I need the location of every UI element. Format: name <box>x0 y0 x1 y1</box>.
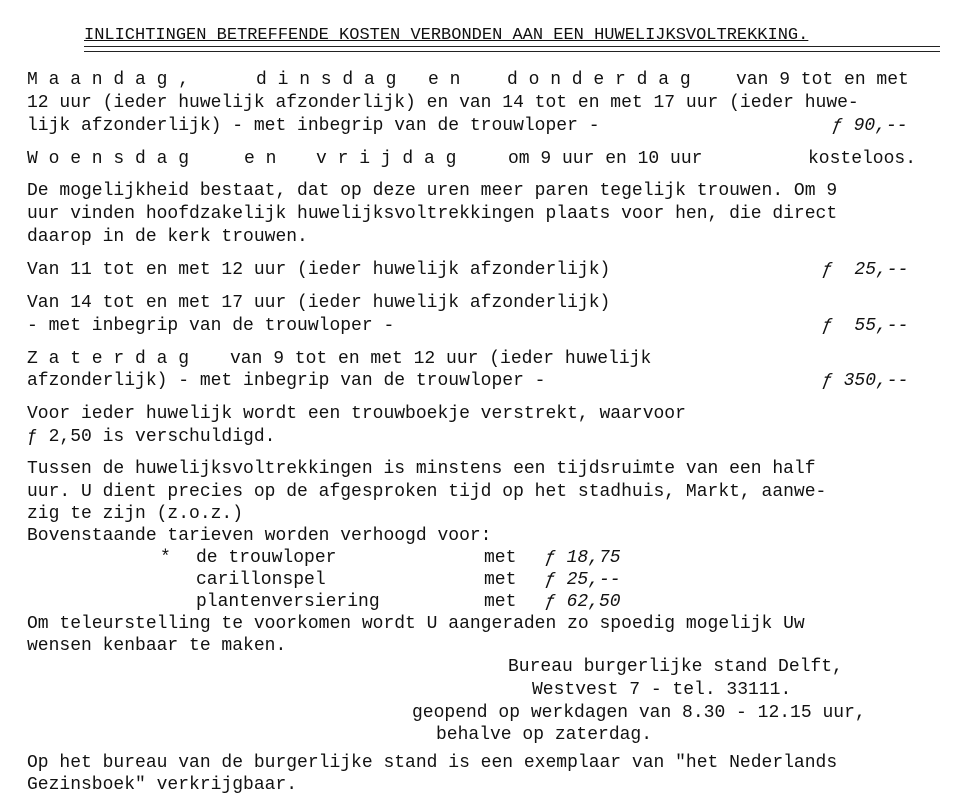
p5-line2: - met inbegrip van de trouwloper - <box>27 316 395 336</box>
p7-line2: ƒ 2,50 is verschuldigd. <box>27 427 276 447</box>
p1-line2: 12 uur (ieder huwelijk afzonderlijk) en van 14 tot en met 17 uur (ieder huwe- <box>27 93 859 113</box>
bureau-line1: Bureau burgerlijke stand Delft, <box>508 657 843 677</box>
p6-line2: afzonderlijk) - met inbegrip van de trouwloper - <box>27 371 546 391</box>
p2-word-en: e n <box>244 149 277 169</box>
p5-line1: Van 14 tot en met 17 uur (ieder huwelijk afzonderlijk) <box>27 293 611 313</box>
bureau-line4: behalve op zaterdag. <box>436 725 653 745</box>
p7-line1: Voor ieder huwelijk wordt een trouwboekje verstrekt, waarvoor <box>27 404 686 424</box>
p8-line2: uur. U dient precies op de afgesproken tijd op het stadhuis, Markt, aanwe- <box>27 482 827 502</box>
p2-rest: om 9 uur en 10 uur <box>508 149 703 169</box>
p8-line4: Bovenstaande tarieven worden verhoogd voor: <box>27 526 492 546</box>
surcharge-price: ƒ 25,-- <box>545 570 621 590</box>
p2-word-woensdag: W o e n s d a g <box>27 149 190 169</box>
surcharge-price: ƒ 62,50 <box>545 592 621 612</box>
bureau-line2: Westvest 7 - tel. 33111. <box>532 680 792 700</box>
surcharge-met: met <box>484 548 517 568</box>
surcharge-item: carillonspel <box>196 570 326 590</box>
p6-word-zaterdag: Z a t e r d a g <box>27 349 190 369</box>
p3-line2: uur vinden hoofdzakelijk huwelijksvoltrekkingen plaats voor hen, die direct <box>27 204 838 224</box>
p1-word-donderdag: d o n d e r d a g <box>507 70 691 90</box>
p2-price: kosteloos. <box>808 149 917 169</box>
p9-line1: Om teleurstelling te voorkomen wordt U aangeraden zo spoedig mogelijk Uw <box>27 614 805 634</box>
p1-line1-rest: van 9 tot en met <box>736 70 909 90</box>
p1-word-dinsdag: d i n s d a g <box>256 70 397 90</box>
p1-line3: lijk afzonderlijk) - met inbegrip van de trouwloper - <box>27 116 600 136</box>
p1-price: ƒ 90,-- <box>832 116 908 136</box>
surcharge-price: ƒ 18,75 <box>545 548 621 568</box>
document-title: INLICHTINGEN BETREFFENDE KOSTEN VERBONDEN AAN EEN HUWELIJKSVOLTREKKING. <box>84 26 809 45</box>
p10-line2: Gezinsboek" verkrijgbaar. <box>27 775 298 795</box>
p5-price: ƒ 55,-- <box>822 316 909 336</box>
bureau-line3: geopend op werkdagen van 8.30 - 12.15 uur, <box>412 703 866 723</box>
p4-price: ƒ 25,-- <box>822 260 909 280</box>
p3-line1: De mogelijkheid bestaat, dat op deze uren meer paren tegelijk trouwen. Om 9 <box>27 181 838 201</box>
title-double-rule <box>84 46 940 52</box>
p8-line3: zig te zijn (z.o.z.) <box>27 504 244 524</box>
surcharge-asterisk: * <box>160 548 171 568</box>
p8-line1: Tussen de huwelijksvoltrekkingen is minstens een tijdsruimte van een half <box>27 459 816 479</box>
surcharge-met: met <box>484 570 517 590</box>
p6-rest: van 9 tot en met 12 uur (ieder huwelijk <box>230 349 652 369</box>
p10-line1: Op het bureau van de burgerlijke stand is een exemplaar van "het Nederlands <box>27 753 838 773</box>
surcharge-item: plantenversiering <box>196 592 380 612</box>
p6-price: ƒ 350,-- <box>822 371 909 391</box>
p3-line3: daarop in de kerk trouwen. <box>27 227 308 247</box>
p1-word-en: e n <box>428 70 461 90</box>
surcharge-item: de trouwloper <box>196 548 337 568</box>
p9-line2: wensen kenbaar te maken. <box>27 636 287 656</box>
p2-word-vrijdag: v r i j d a g <box>316 149 457 169</box>
p4-line1: Van 11 tot en met 12 uur (ieder huwelijk afzonderlijk) <box>27 260 611 280</box>
p1-word-maandag: M a a n d a g , <box>27 70 190 90</box>
surcharge-met: met <box>484 592 517 612</box>
